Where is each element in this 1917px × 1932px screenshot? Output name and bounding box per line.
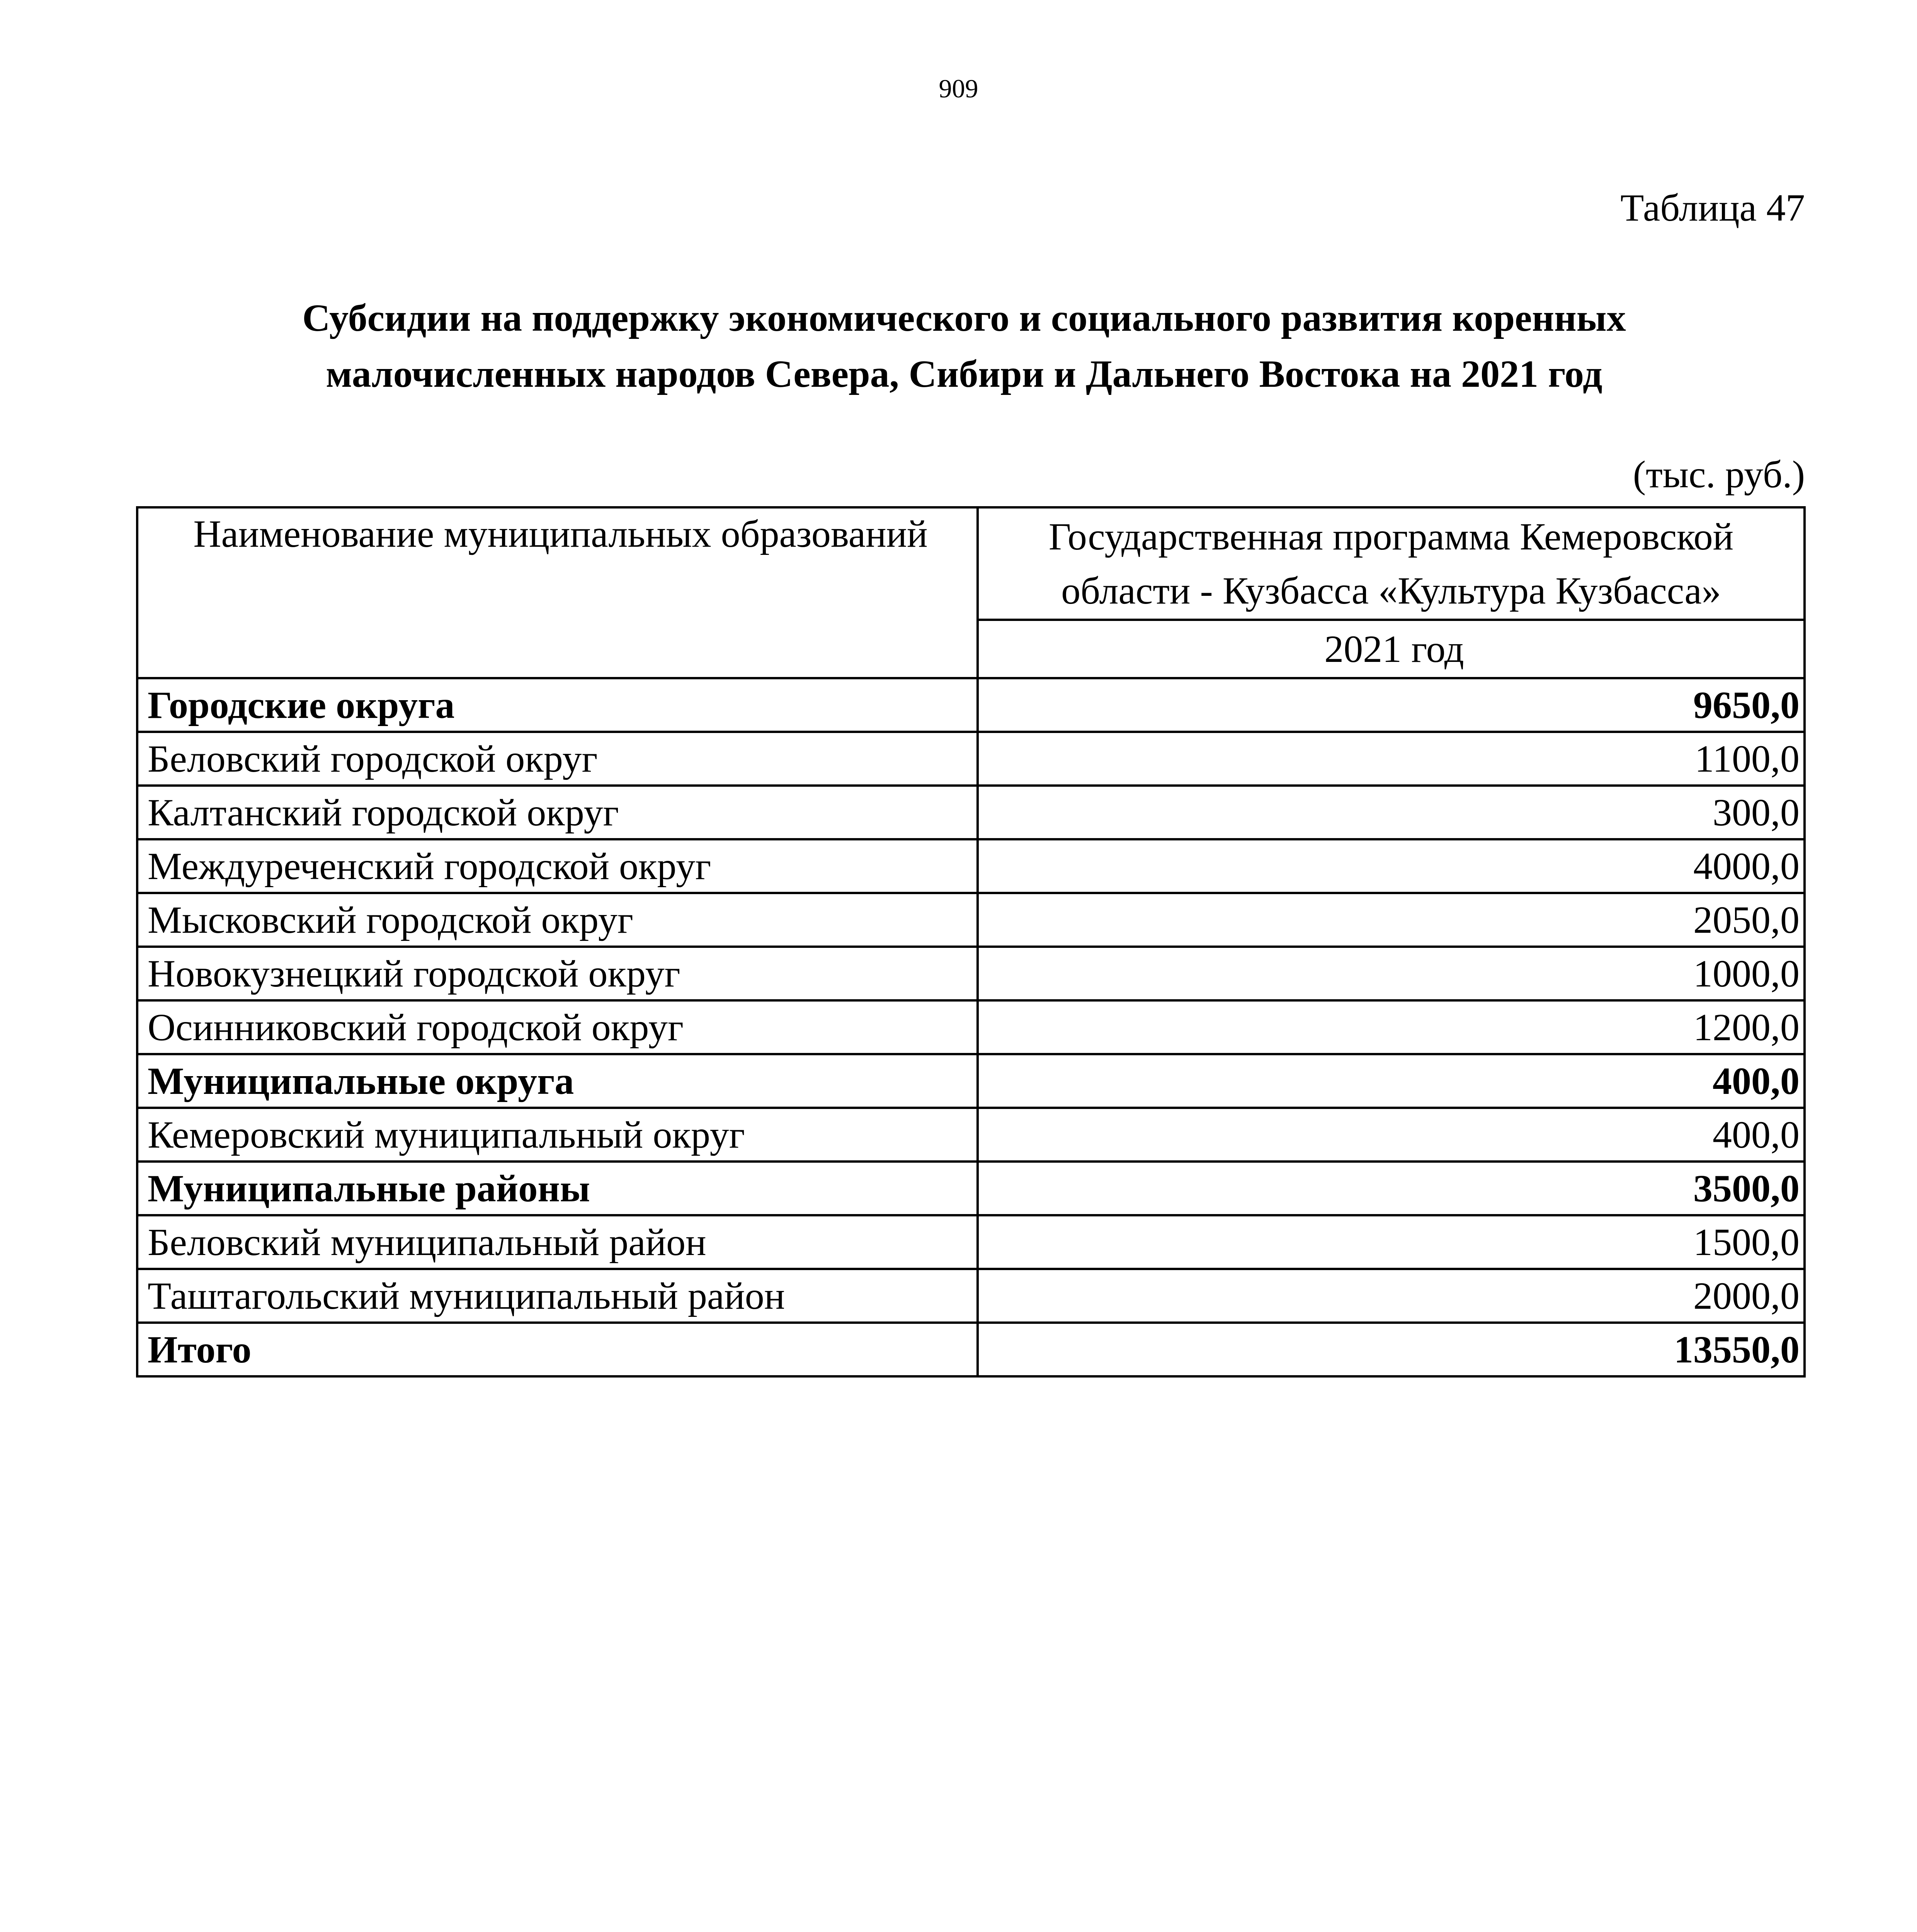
row-name: Осинниковский городской округ	[137, 1000, 978, 1054]
table-row-total	[137, 1323, 1805, 1376]
title-line-1: Субсидии на поддержку экономического и социального развития коренных	[302, 296, 1626, 339]
row-value: 3500,0	[978, 1162, 1805, 1215]
row-name: Мысковский городской округ	[137, 893, 978, 947]
table-row	[137, 1215, 1805, 1269]
row-name: Калтанский городской округ	[137, 786, 978, 839]
row-value: 2000,0	[978, 1269, 1805, 1323]
table-row	[137, 893, 1805, 947]
table-row	[137, 1108, 1805, 1162]
row-value: 4000,0	[978, 839, 1805, 893]
row-name: Междуреченский городской округ	[137, 839, 978, 893]
row-value: 1100,0	[978, 732, 1805, 786]
row-value: 1000,0	[978, 947, 1805, 1000]
header-program: Государственная программа Кемеровской области - Кузбасса «Культура Кузбасса»	[978, 507, 1805, 620]
units-label: (тыс. руб.)	[1633, 453, 1805, 496]
table-row	[137, 1000, 1805, 1054]
row-value: 400,0	[978, 1108, 1805, 1162]
table-row	[137, 839, 1805, 893]
table-row	[137, 1269, 1805, 1323]
row-name: Таштагольский муниципальный район	[137, 1269, 978, 1323]
header-municipality-name: Наименование муниципальных образований	[137, 507, 978, 678]
table-row	[137, 947, 1805, 1000]
table-header-row	[137, 507, 1805, 620]
table-label: Таблица 47	[1620, 186, 1805, 229]
row-value: 2050,0	[978, 893, 1805, 947]
subsidy-table	[136, 506, 1806, 1378]
table-row	[137, 678, 1805, 732]
row-name: Новокузнецкий городской округ	[137, 947, 978, 1000]
row-value: 400,0	[978, 1054, 1805, 1108]
row-name: Кемеровский муниципальный округ	[137, 1108, 978, 1162]
document-title	[193, 290, 1735, 402]
table-row	[137, 1162, 1805, 1215]
table-row	[137, 1054, 1805, 1108]
page-number: 909	[939, 74, 978, 103]
row-name: Муниципальные округа	[137, 1054, 978, 1108]
table-row	[137, 786, 1805, 839]
row-name: Беловский муниципальный район	[137, 1215, 978, 1269]
row-value: 9650,0	[978, 678, 1805, 732]
title-line-2: малочисленных народов Севера, Сибири и Дальнего Востока на 2021 год	[326, 352, 1602, 395]
row-name: Муниципальные районы	[137, 1162, 978, 1215]
header-year: 2021 год	[978, 620, 1805, 678]
row-name: Итого	[137, 1323, 978, 1376]
row-value: 13550,0	[978, 1323, 1805, 1376]
row-value: 300,0	[978, 786, 1805, 839]
row-name: Беловский городской округ	[137, 732, 978, 786]
row-value: 1500,0	[978, 1215, 1805, 1269]
table-row	[137, 732, 1805, 786]
row-value: 1200,0	[978, 1000, 1805, 1054]
row-name: Городские округа	[137, 678, 978, 732]
